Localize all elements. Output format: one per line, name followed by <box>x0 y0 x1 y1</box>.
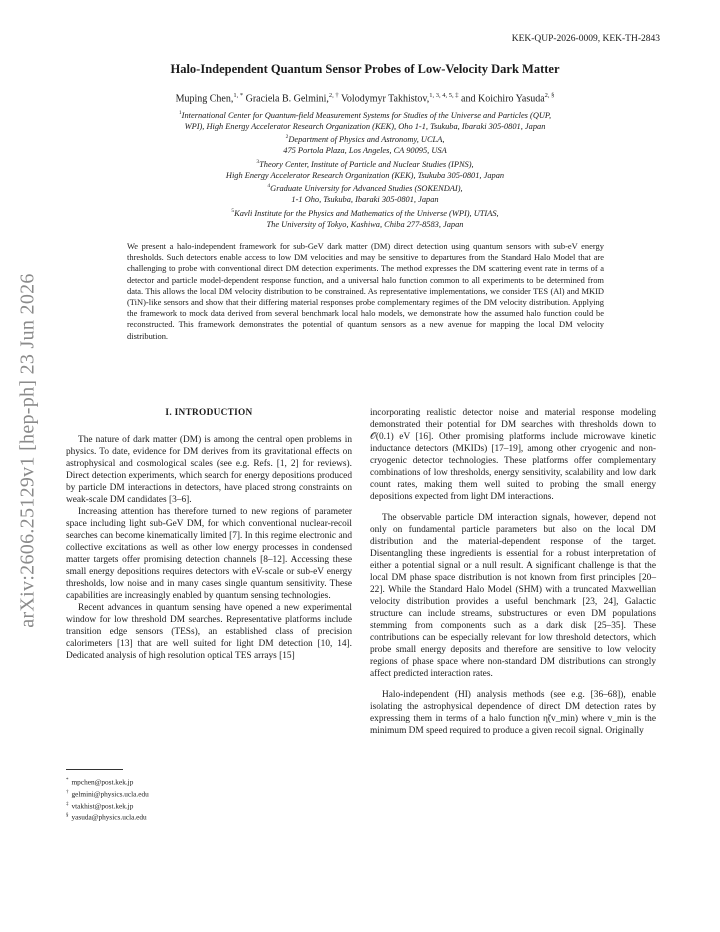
footnote-email[interactable]: mpchen@post.kek.jp <box>71 777 134 787</box>
footnote-mark: † <box>66 789 69 795</box>
footnote-mark: § <box>66 813 69 819</box>
affiliation-text: International Center for Quantum-field Measurement Systems for Studies of the Universe and Particles (QUP, <box>181 110 552 120</box>
affiliation-line <box>80 157 650 170</box>
body-paragraph: Halo-independent (HI) analysis methods (see e.g. [36–68]), enable isolating the astrophysical dependence of direct DM detection rates by expressing them in terms of a halo function η̃(v_min) where v_min is the minimum DM speed required to produce a given recoil signal. Originally <box>370 690 656 736</box>
footnotes <box>66 776 352 823</box>
author-marks: 1, * <box>233 92 244 99</box>
author-marks: 2, † <box>328 92 339 99</box>
affiliation-mark: 1 <box>178 110 182 116</box>
left-column <box>66 407 352 662</box>
footnote-email[interactable]: vtakhist@post.kek.jp <box>71 801 134 811</box>
affiliation-line <box>80 108 650 121</box>
affiliation-line <box>80 181 650 194</box>
section-heading: I. INTRODUCTION <box>165 408 253 418</box>
footnote-mark: ‡ <box>66 801 69 807</box>
affiliation-text: Graduate University for Advanced Studies (SOKENDAI), <box>270 183 463 193</box>
author: Muping Chen, <box>175 93 234 105</box>
affiliation-line <box>80 132 650 145</box>
right-column <box>370 407 656 737</box>
affiliation-line <box>80 145 650 156</box>
affiliation-line <box>80 206 650 219</box>
footnote-rule <box>66 769 123 770</box>
affiliation-mark: 5 <box>231 207 235 214</box>
affiliation-line <box>80 219 650 230</box>
affiliation-text: High Energy Accelerator Research Organization (KEK), Tsukuba 305-0801, Japan <box>225 170 505 180</box>
author: Graciela B. Gelmini, <box>245 93 329 105</box>
body-paragraph: Increasing attention has therefore turned to new regions of parameter space including light sub-GeV DM, for which conventional nuclear-recoil searches can become kinematically limited [7]. In this regime electronic and collective excitations as well as other low energy processes in condensed matter targets offer promising detection channels [8–12]. Accessing these small energy depositions requires detectors with eV-scale or sub-eV energy thresholds, low noise and in many cases single quantum sensitivity. These capabilities are increasingly enabled by quantum sensing technologies. <box>66 507 352 601</box>
affiliations <box>80 108 650 230</box>
affiliation-text: 1-1 Oho, Tsukuba, Ibaraki 305-0801, Japan <box>291 195 439 205</box>
affiliation-text: The University of Tokyo, Kashiwa, Chiba 277-8583, Japan <box>266 219 464 229</box>
affiliation-line <box>80 121 650 132</box>
author-marks: 2, § <box>544 92 555 99</box>
footnote <box>66 776 352 788</box>
arxiv-stamp <box>4 250 52 650</box>
affiliation-text: 475 Portola Plaza, Los Angeles, CA 90095, USA <box>283 146 447 156</box>
body-paragraph: incorporating realistic detector noise and material response modeling demonstrated their potential for DM searches with thresholds down to 𝒪(0.1) eV [16]. Other promising platforms include microwave kinetic inductance detectors (MKIDs) [17–19], among other cryogenic and non-cryogenic detector technologies. These platforms offer complementary combinations of low thresholds, energy sensitivity, scalability and low dark count rates, making them well suited to probing the small energy depositions expected from light DM interactions. <box>370 408 656 502</box>
affiliation-text: Department of Physics and Astronomy, UCLA, <box>288 135 445 145</box>
affiliation-mark: 3 <box>256 158 260 165</box>
footnote-email[interactable]: gelmini@physics.ucla.edu <box>71 789 149 799</box>
affiliation-line <box>80 194 650 205</box>
affiliation-line <box>80 170 650 181</box>
footnote <box>66 788 352 800</box>
arxiv-stamp-text: arXiv:2606.25129v1 [hep-ph] 23 Jun 2026 <box>16 272 39 628</box>
footnote <box>66 811 352 823</box>
affiliation-text: WPI), High Energy Accelerator Research Organization (KEK), Oho 1-1, Tsukuba, Ibaraki 305-0801, Japan <box>184 122 546 132</box>
report-id: KEK-QUP-2026-0009, KEK-TH-2843 <box>511 34 660 44</box>
footnote-mark: * <box>66 778 69 783</box>
footnote <box>66 800 352 812</box>
affiliation-text: Kavli Institute for the Physics and Mathematics of the Universe (WPI), UTIAS, <box>234 208 499 218</box>
body-paragraph: The nature of dark matter (DM) is among the central open problems in physics. To date, evidence for DM derives from its gravitational effects on astrophysical and cosmological scales (see e.g. Refs. [1, 2] for reviews). Direct detection experiments, which search for energy depositions produced by particle DM interactions in detectors, have placed strong constraints on weak-scale DM candidates [3–6]. <box>66 435 352 505</box>
affiliation-mark: 4 <box>267 183 271 190</box>
footnote-email[interactable]: yasuda@physics.ucla.edu <box>71 812 147 822</box>
author-list <box>70 92 660 104</box>
affiliation-text: Theory Center, Institute of Particle and Nuclear Studies (IPNS), <box>259 159 474 169</box>
author-marks: 1, 3, 4, 5, ‡ <box>429 92 459 99</box>
abstract: We present a halo-independent framework for sub-GeV dark matter (DM) direct detection using quantum sensors with sub-eV energy thresholds. Such detectors enable access to low DM velocities and may be sensitive to departures from the Standard Halo Model that are challenging to probe with conventional direct DM detection experiments. The method expresses the DM scattering event rate in terms of a detector and particle model-dependent response function, and a universal halo function common to all experiments to be determined from data. This allows the local DM velocity distribution to be constrained. As representative implementations, we consider TES (Al) and MKID (TiN)-like sensors and show that their differing material responses probe complementary regimes of the DM velocity distribution. Applying the framework to mock data derived from several benchmark local halo models, we demonstrate how the assumed halo function could be reconstructed. This framework demonstrates the potential of quantum sensors as a new avenue for mapping the local DM velocity distribution. <box>127 241 604 341</box>
body-paragraph: Recent advances in quantum sensing have opened a new experimental window for low threshold DM searches. Representative platforms include transition edge sensors (TESs), an established class of precision calorimeters [13] that are well suited for light DM detection [10, 14]. Dedicated analysis of high resolution optical TES arrays [15] <box>66 603 352 661</box>
paper-title: Halo-Independent Quantum Sensor Probes of Low-Velocity Dark Matter <box>170 62 560 76</box>
author: Volodymyr Takhistov, <box>341 93 430 105</box>
affiliation-mark: 2 <box>285 134 289 141</box>
body-paragraph: The observable particle DM interaction signals, however, depend not only on fundamental particle parameters but also on the local DM distribution and the material-dependent response of the target. Disentangling these ingredients is essential for a robust interpretation of either a potential signal or a null result. A significant challenge is that the local DM phase space distribution is not known from first principles [20–22]. While the Standard Halo Model (SHM) with a truncated Maxwellian velocity distribution provides a useful benchmark [23, 24], Galactic structure can include streams, substructures or even DM populations stemming from components such as a dark disk [25–35]. These contributions can be especially relevant for low threshold detectors, which probe small energy deposits and therefore are sensitive to low velocity regions of phase space where non-standard DM distributions can strongly affect predicted interaction rates. <box>370 513 656 679</box>
author: and Koichiro Yasuda <box>461 93 545 105</box>
